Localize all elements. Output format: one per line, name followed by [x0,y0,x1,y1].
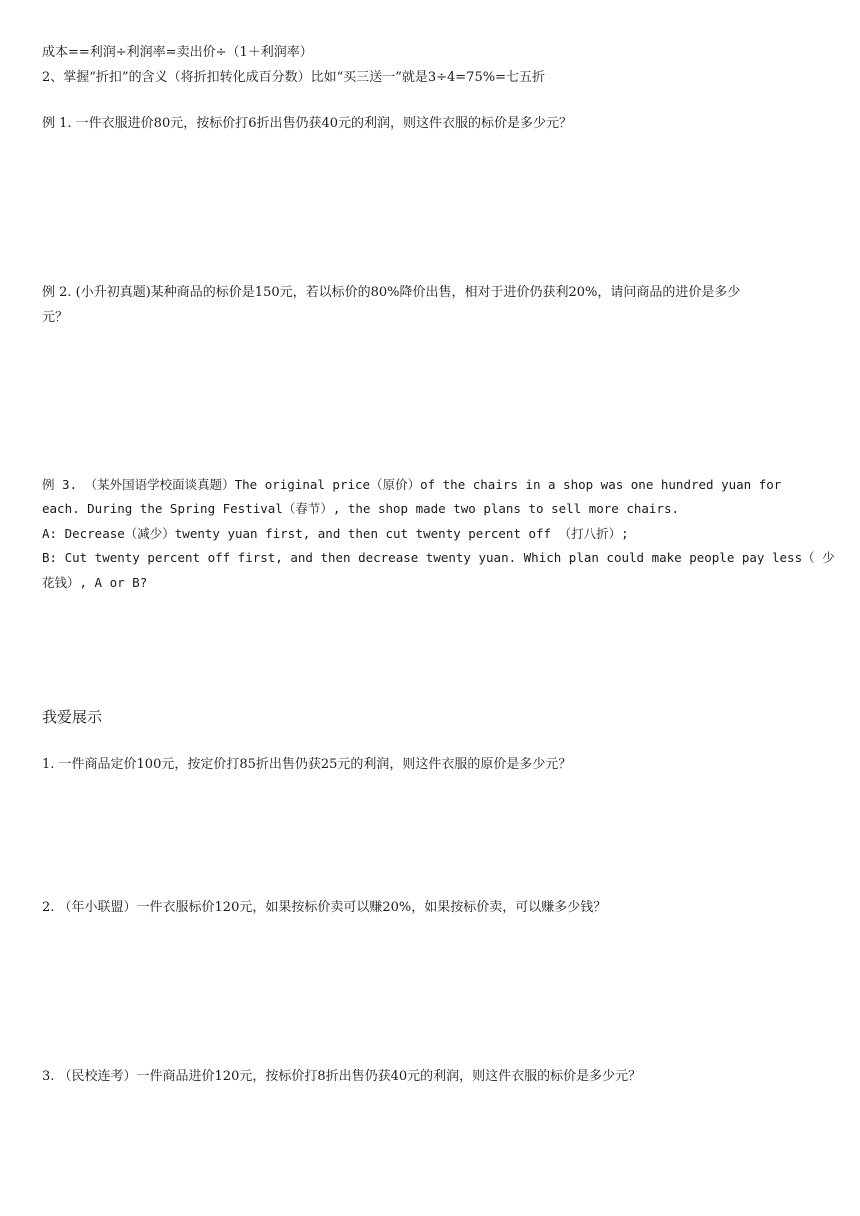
discount-meaning-line: 2、掌握“折扣”的含义（将折扣转化成百分数）比如“买三送一”就是3÷4=75%=七五折 [42,70,545,85]
showcase-item-1: 1. 一件商品定价100元，按定价打85折出售仍获25元的利润，则这件衣服的原价是多少元？ [42,757,572,772]
example-3-plan-b: B: Cut twenty percent off first, and then decrease twenty yuan. Which plan could make people pay less（ 少 [42,550,835,565]
example-2-line-1: 例 2. (小升初真题)某种商品的标价是150元，若以标价的80%降价出售，相对于进价仍获利20%，请问商品的进价是多少 [42,285,741,300]
cost-formula-line: 成本==利润÷利润率=卖出价÷（1＋利润率） [42,45,313,60]
example-3-plan-a: A: Decrease（减少）twenty yuan first, and then cut twenty percent off （打八折）; [42,526,629,541]
example-3-line-1: 例 3. （某外国语学校面谈真题）The original price（原价）of the chairs in a shop was one hundred yuan for [42,477,782,492]
showcase-title: 我爱展示 [42,708,103,726]
showcase-item-3: 3. （民校连考）一件商品进价120元，按标价打8折出售仍获40元的利润，则这件衣服的标价是多少元？ [42,1069,642,1084]
example-1: 例 1. 一件衣服进价80元，按标价打6折出售仍获40元的利润，则这件衣服的标价是多少元？ [42,116,573,131]
example-3-line-5: 花钱）, A or B? [42,575,148,590]
example-3-line-2: each. During the Spring Festival（春节）, the shop made two plans to sell more chairs. [42,501,679,516]
example-2-line-2: 元？ [42,310,69,325]
showcase-item-2: 2. （年小联盟）一件衣服标价120元，如果按标价卖可以赚20%，如果按标价卖，可以赚多少钱？ [42,900,607,915]
